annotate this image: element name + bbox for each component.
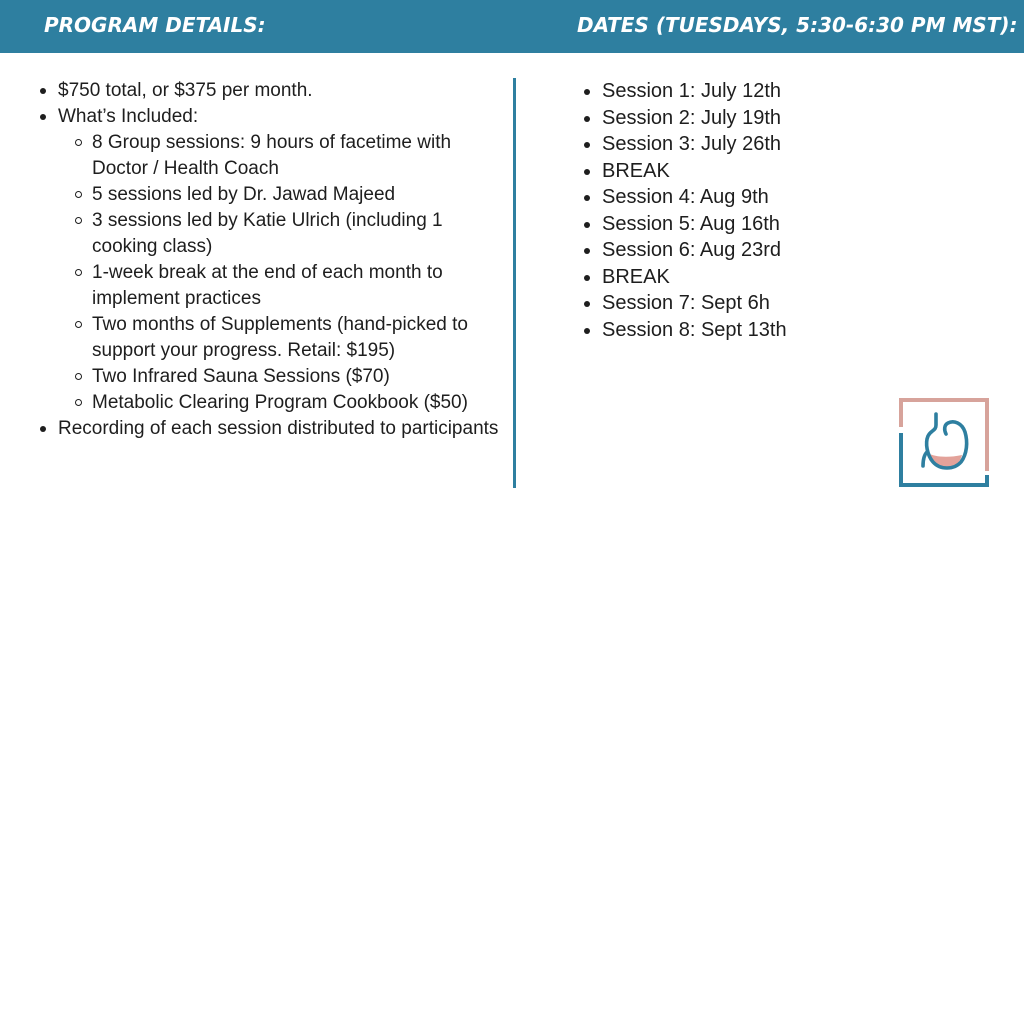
date-item: Session 1: July 12th xyxy=(580,78,880,105)
price-item: $750 total, or $375 per month. xyxy=(36,78,506,104)
included-subitem: Two months of Supplements (hand-picked to support your progress. Retail: $195) xyxy=(58,312,506,364)
date-item: Session 5: Aug 16th xyxy=(580,211,880,238)
included-label: What’s Included: xyxy=(58,106,199,127)
included-subitem: 5 sessions led by Dr. Jawad Majeed xyxy=(58,182,506,208)
date-item: BREAK xyxy=(580,264,880,291)
date-item: Session 4: Aug 9th xyxy=(580,184,880,211)
included-subitem: 1-week break at the end of each month to implement practices xyxy=(58,260,506,312)
included-subitem: 8 Group sessions: 9 hours of facetime with Doctor / Health Coach xyxy=(58,130,506,182)
date-item: Session 7: Sept 6h xyxy=(580,290,880,317)
recording-item: Recording of each session distributed to participants xyxy=(36,416,506,442)
included-sublist xyxy=(58,130,506,416)
stomach-logo xyxy=(898,397,990,489)
date-item: BREAK xyxy=(580,158,880,185)
included-subitem: Metabolic Clearing Program Cookbook ($50) xyxy=(58,390,506,416)
included-subitem: 3 sessions led by Katie Ulrich (including 1 cooking class) xyxy=(58,208,506,260)
dates-heading: DATES (TUESDAYS, 5:30-6:30 PM MST): xyxy=(577,13,1018,37)
included-subitem: Two Infrared Sauna Sessions ($70) xyxy=(58,364,506,390)
program-details-list xyxy=(36,78,506,442)
dates-list xyxy=(580,78,880,343)
date-item: Session 8: Sept 13th xyxy=(580,317,880,344)
program-details-heading: PROGRAM DETAILS: xyxy=(44,13,266,37)
column-divider xyxy=(513,78,516,488)
header-bar xyxy=(0,0,1024,53)
date-item: Session 3: July 26th xyxy=(580,131,880,158)
stomach-icon xyxy=(898,397,990,489)
date-item: Session 6: Aug 23rd xyxy=(580,237,880,264)
date-item: Session 2: July 19th xyxy=(580,105,880,132)
included-item xyxy=(36,104,506,416)
